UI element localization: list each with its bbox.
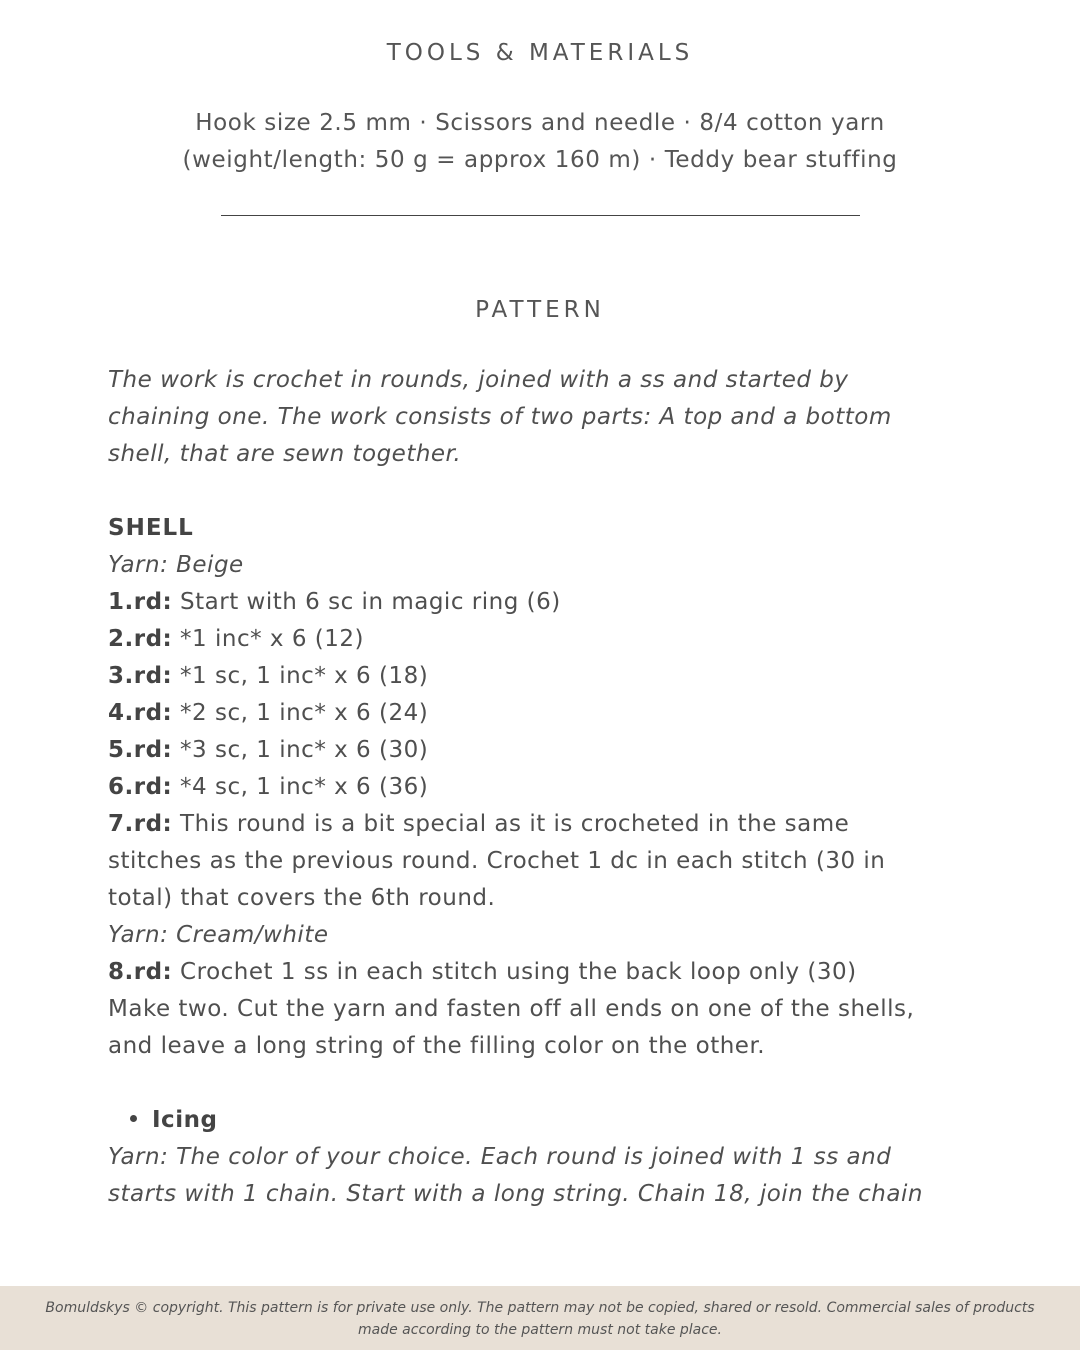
round-label: 2.rd: xyxy=(108,626,173,652)
round-row xyxy=(108,732,988,769)
round-row xyxy=(108,584,988,621)
round-row xyxy=(108,806,988,843)
spacer xyxy=(108,1065,988,1102)
copyright-footer xyxy=(0,1286,1080,1350)
bullet-icon xyxy=(130,1115,137,1122)
round-text: This round is a bit special as it is crocheted in the same xyxy=(172,811,850,837)
round-text: *4 sc, 1 inc* x 6 (36) xyxy=(172,774,429,800)
round-row xyxy=(108,769,988,806)
round-text: *1 sc, 1 inc* x 6 (18) xyxy=(172,663,429,689)
round-label: 3.rd: xyxy=(108,663,173,689)
round-label: 4.rd: xyxy=(108,700,173,726)
intro-line: The work is crochet in rounds, joined with a ss and started by xyxy=(108,367,849,393)
section-divider xyxy=(221,215,860,216)
round-row xyxy=(108,658,988,695)
pattern-title: PATTERN xyxy=(475,297,605,323)
round-row xyxy=(108,695,988,732)
footer-line: Bomuldskys © copyright. This pattern is for private use only. The pattern may not be copied, shared or resold. Commercial sales of products xyxy=(45,1300,1035,1316)
round-continuation: total) that covers the 6th round. xyxy=(108,885,496,911)
yarn-note: Yarn: Beige xyxy=(108,552,244,578)
round-continuation: stitches as the previous round. Crochet 1 dc in each stitch (30 in xyxy=(108,848,886,874)
round-text: *3 sc, 1 inc* x 6 (30) xyxy=(172,737,429,763)
finish-note: Make two. Cut the yarn and fasten off all ends on one of the shells, xyxy=(108,996,915,1022)
round-label: 1.rd: xyxy=(108,589,173,615)
shell-heading: SHELL xyxy=(108,515,194,541)
round-label: 5.rd: xyxy=(108,737,173,763)
round-row xyxy=(108,621,988,658)
icing-bullet xyxy=(108,1102,988,1139)
footer-line: made according to the pattern must not take place. xyxy=(358,1322,722,1338)
spacer xyxy=(108,473,988,510)
icing-yarn-note: starts with 1 chain. Start with a long string. Chain 18, join the chain xyxy=(108,1181,923,1207)
intro-line: shell, that are sewn together. xyxy=(108,441,462,467)
materials-list xyxy=(100,105,980,179)
round-label: 8.rd: xyxy=(108,959,173,985)
yarn-note: Yarn: Cream/white xyxy=(108,922,329,948)
round-text: *1 inc* x 6 (12) xyxy=(172,626,365,652)
round-text: Start with 6 sc in magic ring (6) xyxy=(172,589,561,615)
round-label: 6.rd: xyxy=(108,774,173,800)
finish-note: and leave a long string of the filling color on the other. xyxy=(108,1033,766,1059)
icing-heading: Icing xyxy=(152,1107,218,1133)
intro-line: chaining one. The work consists of two parts: A top and a bottom xyxy=(108,404,892,430)
materials-line: Hook size 2.5 mm · Scissors and needle · 8/4 cotton yarn xyxy=(195,110,885,136)
pattern-body xyxy=(108,362,988,1213)
icing-yarn-note: Yarn: The color of your choice. Each round is joined with 1 ss and xyxy=(108,1144,892,1170)
tools-materials-title: TOOLS & MATERIALS xyxy=(386,40,694,66)
round-text: Crochet 1 ss in each stitch using the back loop only (30) xyxy=(172,959,857,985)
round-row xyxy=(108,954,988,991)
materials-line: (weight/length: 50 g = approx 160 m) · Teddy bear stuffing xyxy=(182,147,898,173)
round-label: 7.rd: xyxy=(108,811,173,837)
round-text: *2 sc, 1 inc* x 6 (24) xyxy=(172,700,429,726)
